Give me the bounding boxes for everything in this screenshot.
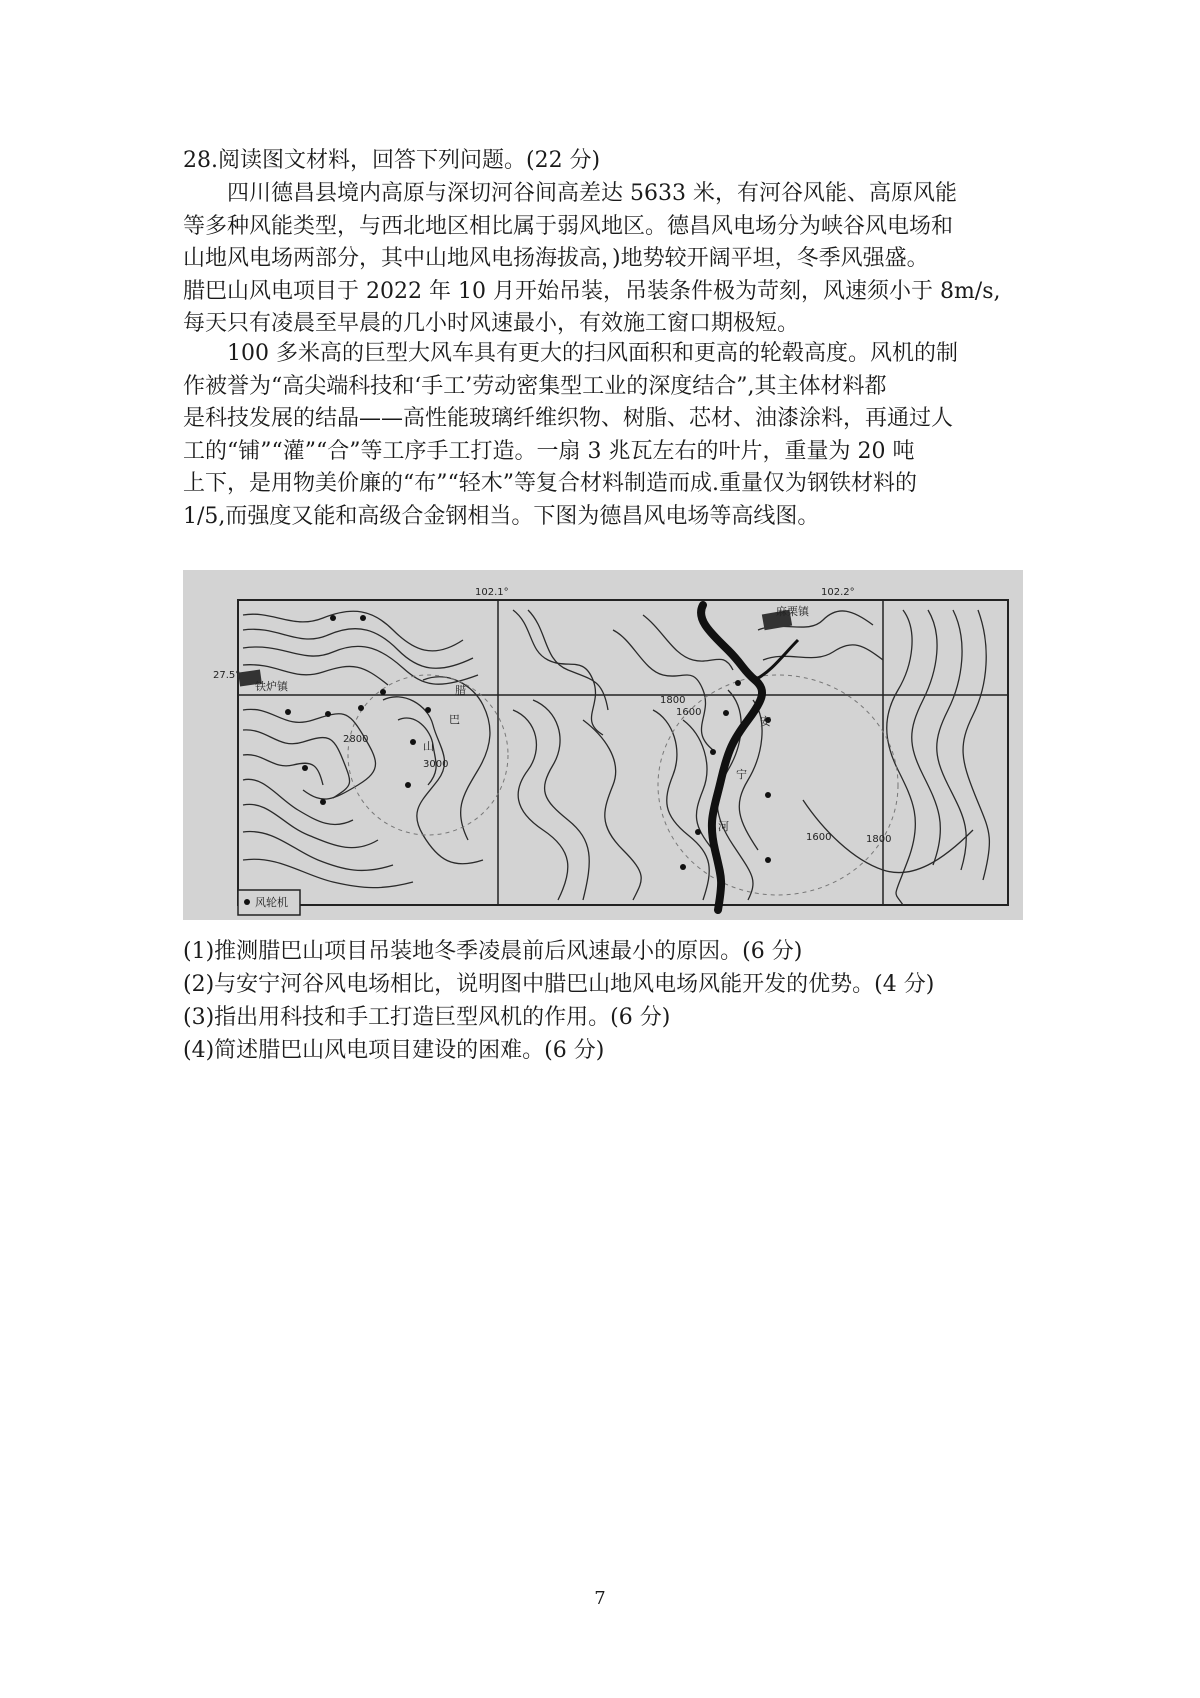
material-paragraph-2 (183, 338, 1023, 533)
sub-question-3: (3)指出用科技和手工打造巨型风机的作用。(6 分) (183, 1005, 671, 1030)
wind-turbine-marker (723, 710, 729, 716)
wind-turbine-marker (320, 799, 326, 805)
contour-label-1800: 1800 (660, 695, 686, 706)
sub-question-2: (2)与安宁河谷风电场相比，说明图中腊巴山地风电场风能开发的优势。(4 分) (183, 972, 935, 997)
contour-label-2800: 2800 (343, 734, 369, 745)
contour-lines (243, 610, 989, 905)
page-number: 7 (594, 1588, 606, 1609)
wind-turbine-marker (410, 739, 416, 745)
river-char: 安 (760, 715, 771, 728)
wind-turbine-marker (285, 709, 291, 715)
contour-label-1600: 1600 (676, 707, 702, 718)
longitude-label-102-2: 102.2° (821, 587, 855, 598)
river-char: 宁 (736, 768, 747, 781)
paragraph-line: 每天只有凌晨至早晨的几小时风速最小，有效施工窗口期极短。 (183, 311, 800, 336)
material-paragraph-1 (183, 178, 1023, 341)
wind-turbine-marker (765, 792, 771, 798)
mountain-char: 腊 (455, 684, 466, 697)
wind-turbine-marker (405, 782, 411, 788)
paragraph-line: 山地风电场两部分，其中山地风电扬海拔高，)地势较开阔平坦，冬季风强盛。 (183, 246, 929, 271)
river-char: 河 (718, 820, 729, 833)
contour-map-svg (183, 570, 1023, 920)
anning-river (701, 605, 762, 910)
wind-turbine-marker (325, 711, 331, 717)
legend-label: 风轮机 (255, 896, 288, 909)
contour-label-1600: 1600 (806, 832, 832, 843)
contour-label-3000: 3000 (423, 759, 449, 770)
wind-turbine-marker (735, 680, 741, 686)
sub-question-4: (4)简述腊巴山风电项目建设的困难。(6 分) (183, 1038, 605, 1063)
wind-farm-area-labashan (348, 675, 508, 835)
paragraph-line: 是科技发展的结晶——高性能玻璃纤维织物、树脂、芯材、油漆涂料，再通过人 (183, 406, 954, 431)
sub-question-1: (1)推测腊巴山项目吊装地冬季凌晨前后风速最小的原因。(6 分) (183, 939, 803, 964)
wind-turbine-marker (765, 857, 771, 863)
map-legend (238, 890, 300, 915)
town-label-mali: 麻栗镇 (776, 605, 809, 618)
wind-turbine-marker (695, 829, 701, 835)
latitude-label-27-5: 27.5° (213, 670, 241, 681)
paragraph-line: 1/5,而强度又能和高级合金钢相当。下图为德昌风电场等高线图。 (183, 503, 820, 529)
paragraph-line: 作被誉为“高尖端科技和‘手工’劳动密集型工业的深度结合”,其主体材料都 (183, 373, 887, 399)
river-tributary (755, 640, 798, 680)
contour-label-1800: 1800 (866, 834, 892, 845)
paragraph-line: 上下，是用物美价廉的“布”“轻木”等复合材料制造而成.重量仅为钢铁材料的 (183, 471, 917, 496)
contour-map (183, 570, 1023, 920)
question-heading: 28.阅读图文材料，回答下列问题。(22 分) (183, 148, 601, 173)
wind-turbine-marker (330, 615, 336, 621)
town-label-tielu: 铁炉镇 (255, 680, 288, 693)
paragraph-line: 等多种风能类型，与西北地区相比属于弱风地区。德昌风电场分为峡谷风电场和 (183, 213, 954, 239)
wind-turbine-marker (302, 765, 308, 771)
wind-turbine-marker (710, 749, 716, 755)
wind-turbine-marker (360, 615, 366, 621)
question-list (183, 935, 934, 1067)
mountain-char: 巴 (449, 713, 460, 726)
mountain-char: 山 (423, 740, 434, 753)
wind-turbine-marker (680, 864, 686, 870)
wind-turbine-marker (358, 705, 364, 711)
wind-turbine-marker (425, 707, 431, 713)
legend-wind-turbine-icon (244, 899, 250, 905)
paragraph-line: 100 多米高的巨型大风车具有更大的扫风面积和更高的轮毂高度。风机的制 (227, 341, 958, 366)
paragraph-line: 四川德昌县境内高原与深切河谷间高差达 5633 米，有河谷风能、高原风能 (227, 181, 957, 206)
longitude-label-102-1: 102.1° (475, 587, 509, 598)
paragraph-line: 工的“铺”“灌”“合”等工序手工打造。一扇 3 兆瓦左右的叶片，重量为 20 吨 (183, 438, 915, 464)
wind-turbine-marker (380, 689, 386, 695)
paragraph-line: 腊巴山风电项目于 2022 年 10 月开始吊装，吊装条件极为苛刻，风速须小于 8m/s, (183, 278, 1001, 304)
